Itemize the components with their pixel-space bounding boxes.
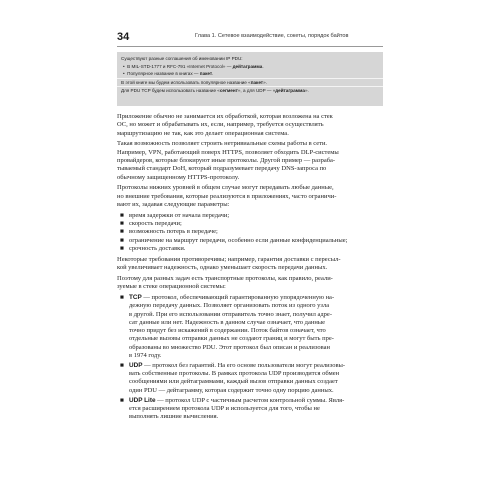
page-body [117, 113, 383, 423]
note-bullet: • В MIL-STD-1777 и RFC-791 «Internet Protocol» — дейтаграмма. [123, 63, 264, 69]
list-item: ■ срочность доставки. [120, 244, 186, 252]
note-bullet: • Популярное название в книгах — пакет. [123, 71, 214, 77]
list-item: ■ скорость передачи; [120, 220, 182, 228]
note-intro: Существуют разные соглашения об именовании IP PDU: [121, 56, 243, 61]
chapter-title: Глава 1. Сетевое взаимодействие, сокеты, порядок байтов [195, 33, 349, 39]
paragraph: Поэтому для разных задач есть транспортные протоколы, как правило, реали- зуемые в стеке операционной системы: [117, 274, 333, 291]
note-line: Для PDU TCP будем использовать название «сегмент», а для UDP — «дейтаграмма». [121, 88, 309, 94]
list-item: ■ время задержки от начала передачи; [120, 211, 230, 219]
header-rule [117, 46, 383, 47]
list-item: ■ ограничение на маршрут передачи, особенно если данные конфиденциальные; [120, 236, 348, 244]
protocol-item-udp: ■ UDP — протокол без гарантий. На его основе пользователи могут реализовы- вать собственные протоколы. В рамках протокола UDP производится обмен сообщениями или дейтаграммами, каждый вызов отправки данных создает один PDU — дейтаграмму, которая содержит точно одну порцию данных. [120, 361, 346, 394]
note-line: В этой книге мы будем использовать популярное название «пакет». [121, 79, 267, 85]
parameters-list [117, 212, 383, 253]
paragraph: Приложение обычно не занимается их обработкой, которая возложена на стек ОС, но может и обрабатывать их, если, например, требуется осуществлять маршрутизацию не так, как это делает операционная система. [117, 113, 333, 137]
protocols-list [117, 294, 383, 421]
paragraph: Некоторые требования противоречивы; например, гарантия доставки с пересыл- кой увеличивает надежность, однако уменьшает скорость передачи данных. [117, 255, 341, 272]
protocol-item-tcp: ■ TCP — протокол, обеспечивающий гарантированную упорядоченную на- дежную передачу данных. Позволяет организовать поток из одного узла в другой. При его использовании отправитель точно знает, получил адре- сат данные или нет. Надежность в данном случае означает, что данные точно придут без искажений в содержании. Поток байтов означает, что отдельные вызовы отправки данных не создают границ и могут быть пре- образованы во множество PDU. Этот протокол был описан и реализован в 1974 году. [120, 293, 335, 360]
paragraph: Такая возможность позволяет строить нетривиальные схемы работы в сети. Например, VPN, работающий поверх HTTPS, позволяет обходить DLP-системы провайдеров, которые блокируют иные протоколы. Другой пример — разраба- тываемый стандарт DoH, который подразумевает передачу DNS-запроса по обычному защищенному HTTPS-протоколу. [117, 140, 339, 181]
note-box [117, 52, 383, 106]
page-number: 34 [117, 31, 130, 43]
protocol-item-udp-lite: ■ UDP Lite — протокол UDP с частичным расчетом контрольной суммы. Явля- ется расширением протокола UDP и используется для того, чтобы не выполнять лишние вычисления. [120, 396, 345, 421]
paragraph: Протоколы нижних уровней в общем случае могут передавать любые данные, но внешние требования, которые реализуются в приложениях, часто ограничи- вают их, задавая следующие параметры: [117, 184, 337, 208]
list-item: ■ возможность потерь в передаче; [120, 228, 218, 236]
